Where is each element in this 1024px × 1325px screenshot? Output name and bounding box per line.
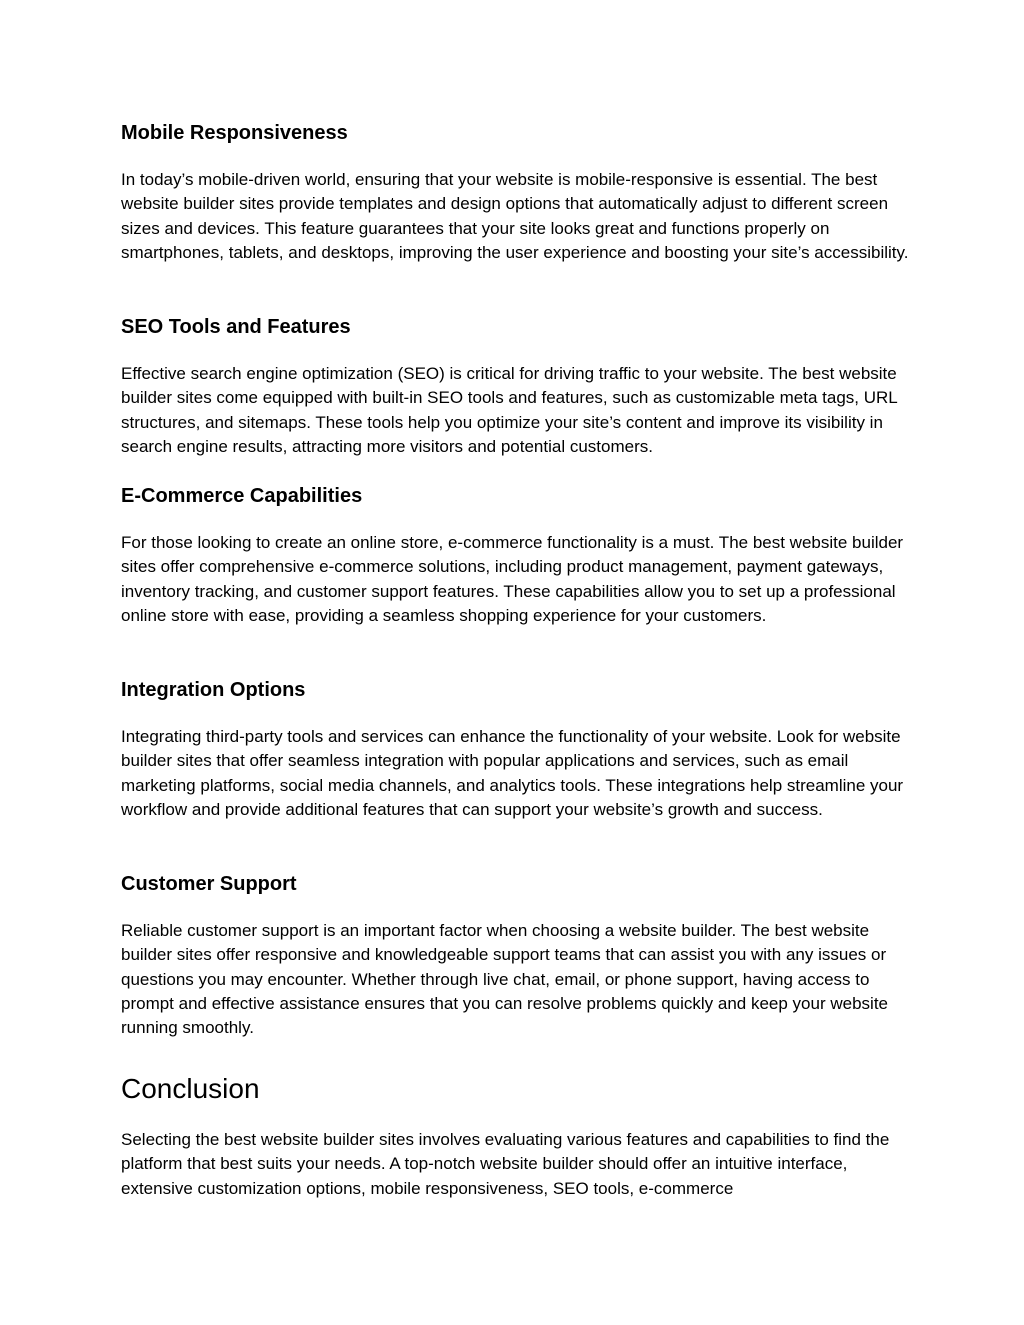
heading-customer-support: Customer Support xyxy=(121,873,297,895)
paragraph-conclusion: Selecting the best website builder sites involves evaluating various features and capabilities to find the platform that best suits your needs. A top-notch website builder should offer an intuitive interface, extensive customization options, mobile responsiveness, SEO tools, e-commerce xyxy=(121,1130,890,1198)
paragraph-integration-options: Integrating third-party tools and services can enhance the functionality of your website. Look for website builder sites that offer seamless integration with popular applications and services, such as email marketing platforms, social media channels, and analytics tools. These integrations help streamline your workflow and provide additional features that can support your website’s growth and success. xyxy=(121,727,904,819)
paragraph-customer-support: Reliable customer support is an important factor when choosing a website builder. The best website builder sites offer responsive and knowledgeable support teams that can assist you with any issues or questions you may encounter. Whether through live chat, email, or phone support, having access to prompt and effective assistance ensures that you can resolve problems quickly and keep your website running smoothly. xyxy=(121,921,888,1038)
heading-conclusion: Conclusion xyxy=(121,1073,260,1104)
paragraph-ecommerce-capabilities: For those looking to create an online store, e-commerce functionality is a must. The best website builder sites offer comprehensive e-commerce solutions, including product management, payment gateways, inventory tracking, and customer support features. These capabilities allow you to set up a professional online store with ease, providing a seamless shopping experience for your customers. xyxy=(121,533,904,625)
heading-ecommerce-capabilities: E-Commerce Capabilities xyxy=(121,485,363,507)
paragraph-mobile-responsiveness: In today’s mobile-driven world, ensuring that your website is mobile-responsive is essential. The best website builder sites provide templates and design options that automatically adjust to different screen sizes and devices. This feature guarantees that your site looks great and functions properly on smartphones, tablets, and desktops, improving the user experience and boosting your site’s accessibility. xyxy=(121,170,909,262)
heading-mobile-responsiveness: Mobile Responsiveness xyxy=(121,122,348,144)
heading-seo-tools: SEO Tools and Features xyxy=(121,316,351,338)
heading-integration-options: Integration Options xyxy=(121,679,306,701)
paragraph-seo-tools: Effective search engine optimization (SEO) is critical for driving traffic to your website. The best website builder sites come equipped with built-in SEO tools and features, such as customizable meta tags, URL structures, and sitemaps. These tools help you optimize your site’s content and improve its visibility in search engine results, attracting more visitors and potential customers. xyxy=(121,364,898,456)
